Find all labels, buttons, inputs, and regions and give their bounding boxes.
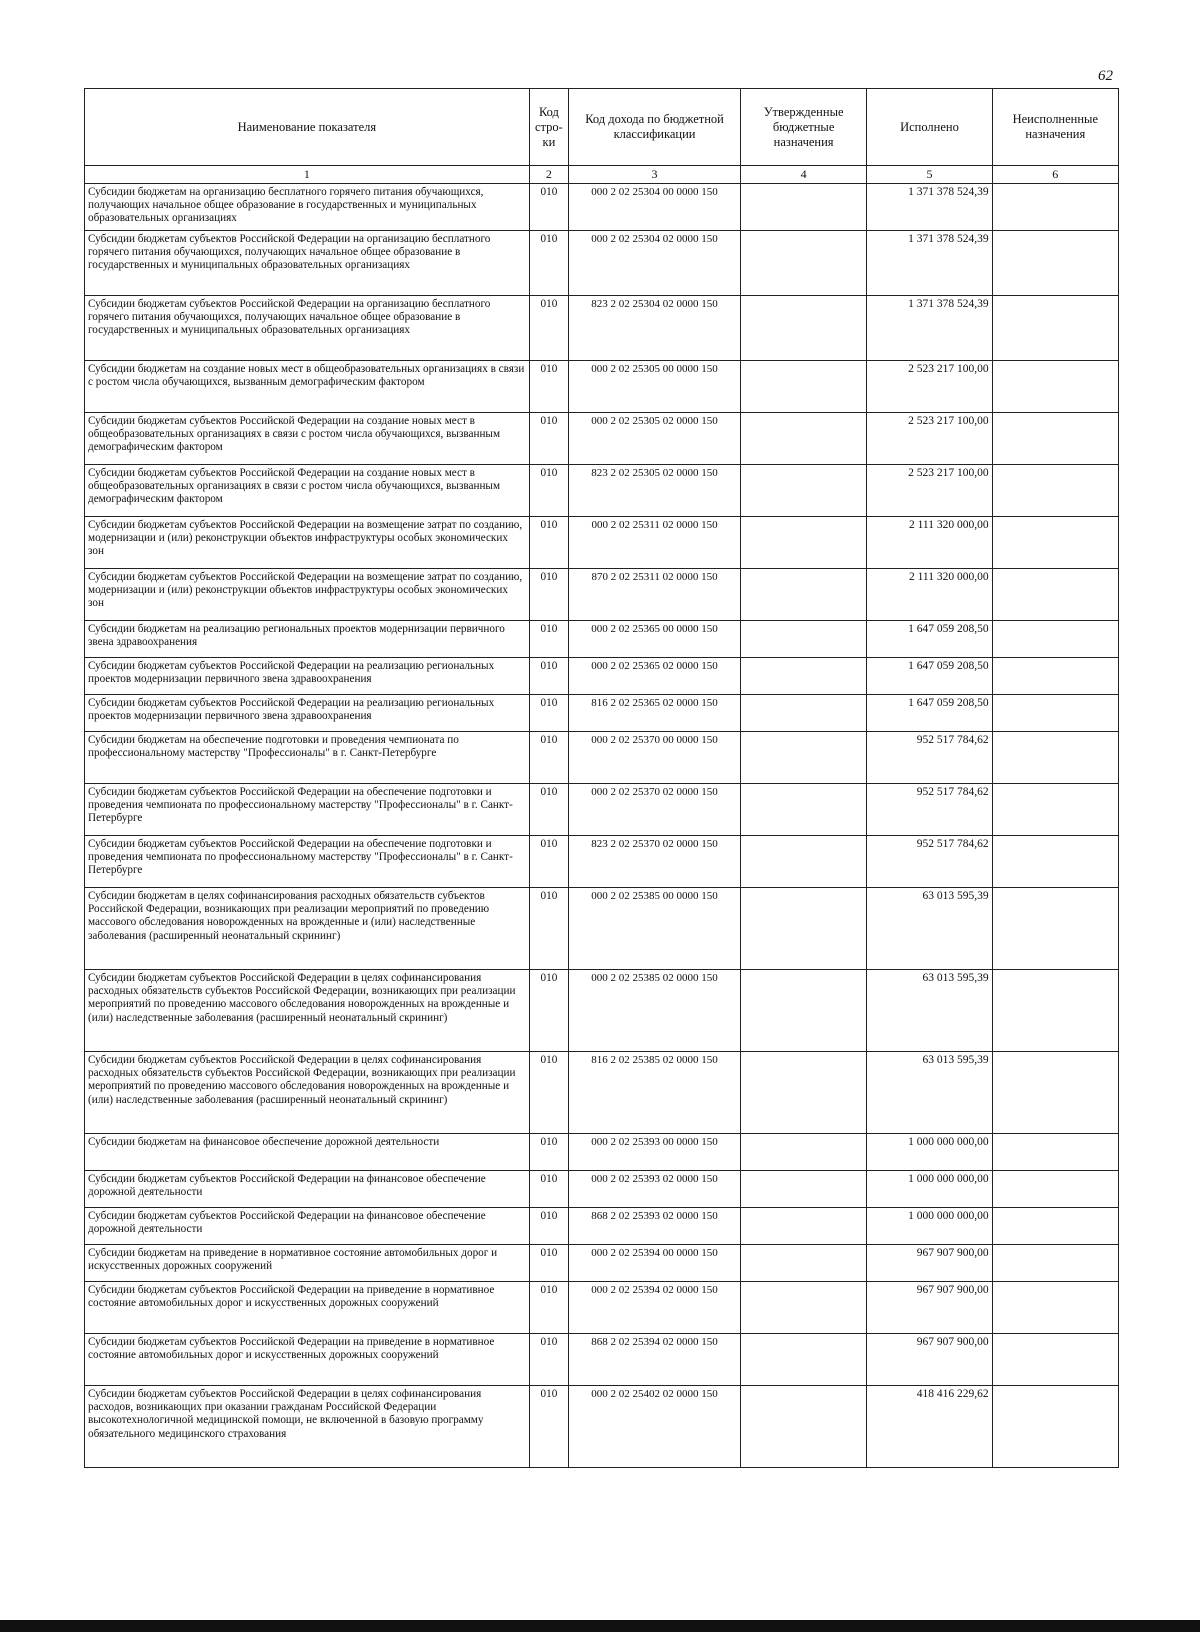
- report-table: [84, 88, 1119, 1468]
- row-done: 967 907 900,00: [867, 1334, 992, 1386]
- row-unfulfilled: [992, 1208, 1118, 1245]
- row-line-code: 010: [529, 621, 568, 658]
- row-name: Субсидии бюджетам субъектов Российской Федерации на обеспечение подготовки и проведения чемпионата по профессиональному мастерству "Профессионалы" в г. Санкт-Петербурге: [85, 836, 530, 888]
- table-row: [85, 888, 1119, 970]
- row-approved: [740, 1386, 866, 1468]
- row-income-code: 000 2 02 25385 00 0000 150: [569, 888, 741, 970]
- row-name: Субсидии бюджетам субъектов Российской Федерации на создание новых мест в общеобразовательных организациях в связи с ростом числа обучающихся, вызванным демографическим фактором: [85, 413, 530, 465]
- row-unfulfilled: [992, 1282, 1118, 1334]
- row-income-code: 000 2 02 25311 02 0000 150: [569, 517, 741, 569]
- row-approved: [740, 658, 866, 695]
- page-number: 62: [1098, 68, 1113, 84]
- table-row: [85, 1245, 1119, 1282]
- table-row: [85, 413, 1119, 465]
- row-line-code: 010: [529, 465, 568, 517]
- row-name: Субсидии бюджетам субъектов Российской Федерации на реализацию региональных проектов модернизации первичного звена здравоохранения: [85, 658, 530, 695]
- row-approved: [740, 888, 866, 970]
- column-number: 4: [740, 166, 866, 184]
- header-approved: Утвержденные бюджетные назначения: [740, 89, 866, 166]
- row-name: Субсидии бюджетам субъектов Российской Федерации на приведение в нормативное состояние автомобильных дорог и искусственных дорожных сооружений: [85, 1334, 530, 1386]
- row-name: Субсидии бюджетам субъектов Российской Федерации на обеспечение подготовки и проведения чемпионата по профессиональному мастерству "Профессионалы" в г. Санкт-Петербурге: [85, 784, 530, 836]
- row-line-code: 010: [529, 732, 568, 784]
- row-line-code: 010: [529, 1386, 568, 1468]
- row-name: Субсидии бюджетам на обеспечение подготовки и проведения чемпионата по профессиональному мастерству "Профессионалы" в г. Санкт-Петербурге: [85, 732, 530, 784]
- row-name: Субсидии бюджетам субъектов Российской Федерации на реализацию региональных проектов модернизации первичного звена здравоохранения: [85, 695, 530, 732]
- row-approved: [740, 231, 866, 296]
- row-income-code: 823 2 02 25305 02 0000 150: [569, 465, 741, 517]
- row-income-code: 000 2 02 25394 00 0000 150: [569, 1245, 741, 1282]
- row-approved: [740, 1282, 866, 1334]
- table-row: [85, 465, 1119, 517]
- row-unfulfilled: [992, 1334, 1118, 1386]
- row-done: 1 647 059 208,50: [867, 658, 992, 695]
- table-row: [85, 732, 1119, 784]
- row-unfulfilled: [992, 836, 1118, 888]
- row-done: 2 111 320 000,00: [867, 517, 992, 569]
- row-unfulfilled: [992, 888, 1118, 970]
- row-approved: [740, 1245, 866, 1282]
- row-income-code: 000 2 02 25393 02 0000 150: [569, 1171, 741, 1208]
- table-row: [85, 658, 1119, 695]
- row-income-code: 000 2 02 25385 02 0000 150: [569, 970, 741, 1052]
- row-approved: [740, 517, 866, 569]
- row-line-code: 010: [529, 184, 568, 231]
- row-approved: [740, 1171, 866, 1208]
- table-row: [85, 1171, 1119, 1208]
- row-line-code: 010: [529, 1171, 568, 1208]
- row-line-code: 010: [529, 695, 568, 732]
- row-income-code: 000 2 02 25393 00 0000 150: [569, 1134, 741, 1171]
- row-approved: [740, 361, 866, 413]
- column-number: 5: [867, 166, 992, 184]
- row-done: 1 647 059 208,50: [867, 621, 992, 658]
- table-row: [85, 231, 1119, 296]
- row-unfulfilled: [992, 1134, 1118, 1171]
- row-line-code: 010: [529, 1208, 568, 1245]
- row-line-code: 010: [529, 970, 568, 1052]
- row-approved: [740, 784, 866, 836]
- row-approved: [740, 569, 866, 621]
- row-unfulfilled: [992, 658, 1118, 695]
- row-approved: [740, 465, 866, 517]
- row-name: Субсидии бюджетам субъектов Российской Федерации на финансовое обеспечение дорожной деятельности: [85, 1208, 530, 1245]
- row-name: Субсидии бюджетам субъектов Российской Федерации на финансовое обеспечение дорожной деятельности: [85, 1171, 530, 1208]
- row-income-code: 868 2 02 25394 02 0000 150: [569, 1334, 741, 1386]
- row-name: Субсидии бюджетам на организацию бесплатного горячего питания обучающихся, получающих начальное общее образование в государственных и муниципальных образовательных организациях: [85, 184, 530, 231]
- row-name: Субсидии бюджетам субъектов Российской Федерации в целях софинансирования расходных обязательств субъектов Российской Федерации, возникающих при реализации мероприятий по проведению массового обследования новорожденных на врожденные и (или) наследственные заболевания (расширенный неонатальный скрининг): [85, 1052, 530, 1134]
- row-unfulfilled: [992, 296, 1118, 361]
- row-approved: [740, 836, 866, 888]
- row-approved: [740, 1052, 866, 1134]
- row-name: Субсидии бюджетам субъектов Российской Федерации на организацию бесплатного горячего питания обучающихся, получающих начальное общее образование в государственных и муниципальных образовательных организациях: [85, 231, 530, 296]
- row-done: 1 371 378 524,39: [867, 296, 992, 361]
- table-row: [85, 836, 1119, 888]
- row-income-code: 000 2 02 25305 00 0000 150: [569, 361, 741, 413]
- row-income-code: 000 2 02 25305 02 0000 150: [569, 413, 741, 465]
- row-unfulfilled: [992, 231, 1118, 296]
- row-unfulfilled: [992, 465, 1118, 517]
- table-row: [85, 569, 1119, 621]
- row-done: 1 000 000 000,00: [867, 1134, 992, 1171]
- column-number: 6: [992, 166, 1118, 184]
- row-approved: [740, 296, 866, 361]
- row-approved: [740, 732, 866, 784]
- row-line-code: 010: [529, 1052, 568, 1134]
- table-row: [85, 184, 1119, 231]
- header-row: [85, 89, 1119, 166]
- header-line-code: Код стро- ки: [529, 89, 568, 166]
- row-done: 952 517 784,62: [867, 784, 992, 836]
- row-done: 952 517 784,62: [867, 732, 992, 784]
- table-row: [85, 695, 1119, 732]
- table-row: [85, 784, 1119, 836]
- row-line-code: 010: [529, 888, 568, 970]
- row-done: 967 907 900,00: [867, 1245, 992, 1282]
- row-name: Субсидии бюджетам субъектов Российской Федерации на возмещение затрат по созданию, модернизации и (или) реконструкции объектов инфраструктуры особых экономических зон: [85, 569, 530, 621]
- row-line-code: 010: [529, 784, 568, 836]
- row-unfulfilled: [992, 361, 1118, 413]
- row-unfulfilled: [992, 517, 1118, 569]
- header-income-code: Код дохода по бюджетной классификации: [569, 89, 741, 166]
- row-done: 63 013 595,39: [867, 888, 992, 970]
- row-income-code: 000 2 02 25365 02 0000 150: [569, 658, 741, 695]
- column-number-row: [85, 166, 1119, 184]
- row-done: 1 647 059 208,50: [867, 695, 992, 732]
- row-income-code: 000 2 02 25304 02 0000 150: [569, 231, 741, 296]
- row-unfulfilled: [992, 1171, 1118, 1208]
- table-row: [85, 1134, 1119, 1171]
- row-unfulfilled: [992, 1052, 1118, 1134]
- row-line-code: 010: [529, 836, 568, 888]
- row-name: Субсидии бюджетам субъектов Российской Федерации на организацию бесплатного горячего питания обучающихся, получающих начальное общее образование в государственных и муниципальных образовательных организациях: [85, 296, 530, 361]
- row-done: 952 517 784,62: [867, 836, 992, 888]
- row-line-code: 010: [529, 361, 568, 413]
- row-approved: [740, 1208, 866, 1245]
- row-unfulfilled: [992, 413, 1118, 465]
- row-done: 2 523 217 100,00: [867, 465, 992, 517]
- header-name: Наименование показателя: [85, 89, 530, 166]
- row-unfulfilled: [992, 695, 1118, 732]
- row-unfulfilled: [992, 784, 1118, 836]
- column-number: 1: [85, 166, 530, 184]
- row-line-code: 010: [529, 658, 568, 695]
- row-line-code: 010: [529, 231, 568, 296]
- column-number: 2: [529, 166, 568, 184]
- table-row: [85, 517, 1119, 569]
- table-row: [85, 1052, 1119, 1134]
- row-line-code: 010: [529, 1282, 568, 1334]
- row-approved: [740, 621, 866, 658]
- row-income-code: 000 2 02 25304 00 0000 150: [569, 184, 741, 231]
- row-name: Субсидии бюджетам на создание новых мест в общеобразовательных организациях в связи с ростом числа обучающихся, вызванным демографическим фактором: [85, 361, 530, 413]
- row-income-code: 000 2 02 25394 02 0000 150: [569, 1282, 741, 1334]
- row-unfulfilled: [992, 1245, 1118, 1282]
- row-name: Субсидии бюджетам субъектов Российской Федерации в целях софинансирования расходов, возникающих при оказании гражданам Российской Федерации высокотехнологичной медицинской помощи, не включенной в базовую программу обязательного медицинского страхования: [85, 1386, 530, 1468]
- row-name: Субсидии бюджетам на реализацию региональных проектов модернизации первичного звена здравоохранения: [85, 621, 530, 658]
- row-done: 418 416 229,62: [867, 1386, 992, 1468]
- table-row: [85, 1282, 1119, 1334]
- row-unfulfilled: [992, 184, 1118, 231]
- row-unfulfilled: [992, 1386, 1118, 1468]
- row-approved: [740, 1134, 866, 1171]
- row-unfulfilled: [992, 569, 1118, 621]
- scan-edge-bar: [0, 1620, 1200, 1632]
- row-done: 2 523 217 100,00: [867, 361, 992, 413]
- table-row: [85, 970, 1119, 1052]
- row-income-code: 000 2 02 25370 02 0000 150: [569, 784, 741, 836]
- row-line-code: 010: [529, 517, 568, 569]
- row-approved: [740, 970, 866, 1052]
- row-name: Субсидии бюджетам на приведение в нормативное состояние автомобильных дорог и искусственных дорожных сооружений: [85, 1245, 530, 1282]
- row-done: 63 013 595,39: [867, 1052, 992, 1134]
- row-name: Субсидии бюджетам субъектов Российской Федерации на приведение в нормативное состояние автомобильных дорог и искусственных дорожных сооружений: [85, 1282, 530, 1334]
- row-approved: [740, 184, 866, 231]
- column-number: 3: [569, 166, 741, 184]
- row-unfulfilled: [992, 970, 1118, 1052]
- row-unfulfilled: [992, 621, 1118, 658]
- row-line-code: 010: [529, 1245, 568, 1282]
- row-name: Субсидии бюджетам в целях софинансирования расходных обязательств субъектов Российской Федерации, возникающих при реализации мероприятий по проведению массового обследования новорожденных на врожденные и (или) наследственные заболевания (расширенный неонатальный скрининг): [85, 888, 530, 970]
- row-income-code: 868 2 02 25393 02 0000 150: [569, 1208, 741, 1245]
- table-row: [85, 361, 1119, 413]
- table-row: [85, 1386, 1119, 1468]
- row-line-code: 010: [529, 1134, 568, 1171]
- row-income-code: 000 2 02 25370 00 0000 150: [569, 732, 741, 784]
- row-income-code: 870 2 02 25311 02 0000 150: [569, 569, 741, 621]
- row-line-code: 010: [529, 413, 568, 465]
- row-approved: [740, 695, 866, 732]
- row-done: 1 000 000 000,00: [867, 1171, 992, 1208]
- row-done: 63 013 595,39: [867, 970, 992, 1052]
- row-income-code: 823 2 02 25304 02 0000 150: [569, 296, 741, 361]
- row-approved: [740, 1334, 866, 1386]
- row-done: 2 111 320 000,00: [867, 569, 992, 621]
- table-row: [85, 1334, 1119, 1386]
- row-income-code: 816 2 02 25385 02 0000 150: [569, 1052, 741, 1134]
- row-line-code: 010: [529, 569, 568, 621]
- row-income-code: 000 2 02 25365 00 0000 150: [569, 621, 741, 658]
- row-approved: [740, 413, 866, 465]
- row-name: Субсидии бюджетам на финансовое обеспечение дорожной деятельности: [85, 1134, 530, 1171]
- table-row: [85, 296, 1119, 361]
- header-done: Исполнено: [867, 89, 992, 166]
- row-income-code: 000 2 02 25402 02 0000 150: [569, 1386, 741, 1468]
- row-income-code: 823 2 02 25370 02 0000 150: [569, 836, 741, 888]
- table-body: [85, 184, 1119, 1468]
- row-line-code: 010: [529, 296, 568, 361]
- row-done: 967 907 900,00: [867, 1282, 992, 1334]
- row-done: 1 000 000 000,00: [867, 1208, 992, 1245]
- row-unfulfilled: [992, 732, 1118, 784]
- row-done: 2 523 217 100,00: [867, 413, 992, 465]
- table-row: [85, 621, 1119, 658]
- row-line-code: 010: [529, 1334, 568, 1386]
- row-done: 1 371 378 524,39: [867, 184, 992, 231]
- row-name: Субсидии бюджетам субъектов Российской Федерации на создание новых мест в общеобразовательных организациях в связи с ростом числа обучающихся, вызванным демографическим фактором: [85, 465, 530, 517]
- table-row: [85, 1208, 1119, 1245]
- row-done: 1 371 378 524,39: [867, 231, 992, 296]
- row-income-code: 816 2 02 25365 02 0000 150: [569, 695, 741, 732]
- header-unfulfilled: Неисполненные назначения: [992, 89, 1118, 166]
- row-name: Субсидии бюджетам субъектов Российской Федерации в целях софинансирования расходных обязательств субъектов Российской Федерации, возникающих при реализации мероприятий по проведению массового обследования новорожденных на врожденные и (или) наследственные заболевания (расширенный неонатальный скрининг): [85, 970, 530, 1052]
- row-name: Субсидии бюджетам субъектов Российской Федерации на возмещение затрат по созданию, модернизации и (или) реконструкции объектов инфраструктуры особых экономических зон: [85, 517, 530, 569]
